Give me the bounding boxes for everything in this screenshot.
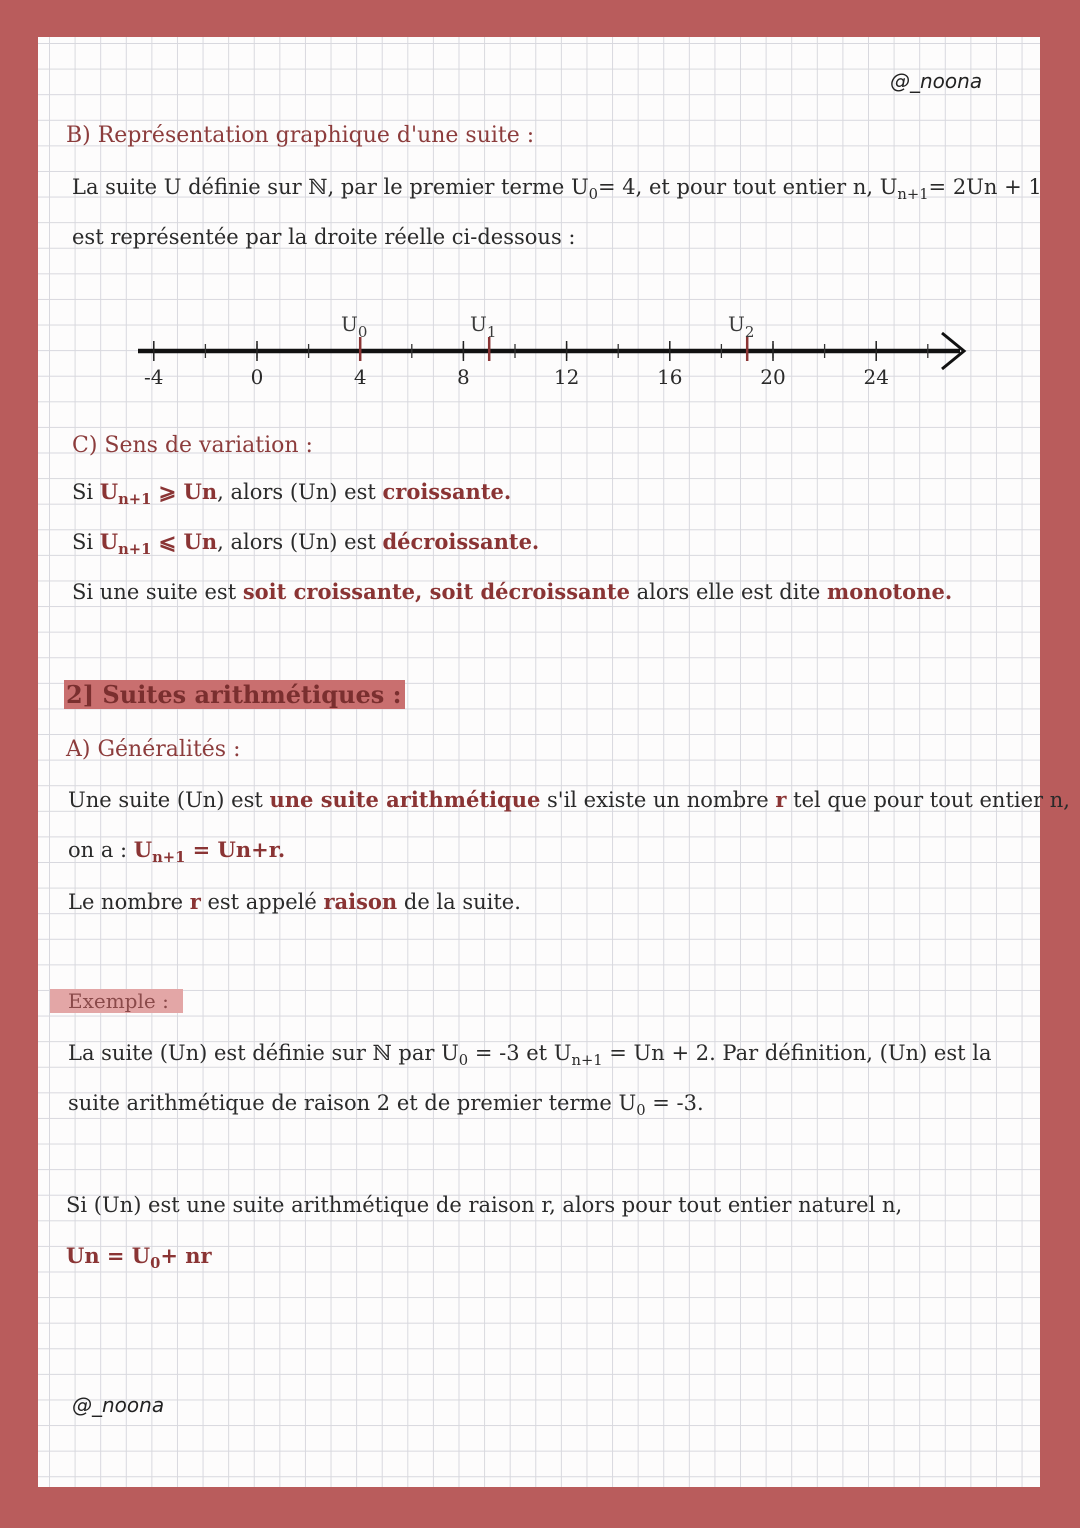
text: U: [99, 529, 119, 554]
text: = 2Un + 1: [928, 175, 1042, 199]
section-b-line1: [72, 175, 1042, 204]
definition-line2: [68, 837, 286, 867]
subscript: n+1: [118, 541, 152, 559]
term-label: $U_0$: [340, 312, 368, 341]
croissante-rule: [72, 479, 512, 509]
section-b-line2: est représentée par la droite réelle ci-dessous :: [72, 225, 576, 249]
term-marks: [341, 312, 754, 361]
section-b-title: B) Représentation graphique d'une suite :: [66, 123, 535, 148]
example-line1: [68, 1041, 992, 1070]
text: = -3.: [645, 1091, 704, 1115]
text: Une suite (Un) est: [68, 788, 270, 812]
tick-label: 12: [553, 365, 580, 389]
text: La suite U définie sur ℕ, par le premier terme U: [72, 175, 589, 199]
monotone-rule: [72, 579, 952, 604]
text: raison: [323, 889, 398, 914]
text: tel que pour tout entier n,: [786, 788, 1070, 812]
subscript: n+1: [897, 186, 929, 204]
major-ticks: [144, 341, 889, 389]
text: on a :: [68, 838, 134, 862]
text: = Un + 2. Par définition, (Un) est la: [602, 1041, 992, 1065]
text: = Un+r.: [185, 837, 286, 862]
text: U: [99, 479, 119, 504]
tick-label: 20: [760, 365, 786, 389]
tick-label: 8: [457, 365, 470, 389]
text: monotone.: [826, 579, 953, 604]
text: + nr: [160, 1243, 212, 1268]
signature-bottom: @_noona: [72, 1393, 165, 1417]
explicit-formula: [66, 1243, 212, 1273]
text: Un = U: [66, 1243, 151, 1268]
subscript: 0: [150, 1255, 161, 1273]
term-label: $U_1$: [469, 312, 497, 341]
definition-line3: [68, 889, 521, 914]
text: r: [775, 787, 787, 812]
text: croissante.: [382, 479, 512, 504]
subscript: n+1: [152, 849, 186, 867]
text: U: [133, 837, 153, 862]
definition-line1: [68, 787, 1070, 812]
signature-top: @_noona: [890, 69, 983, 93]
example-label: [50, 989, 183, 1013]
title-highlight: 2] Suites arithmétiques :: [64, 680, 405, 709]
text: de la suite.: [397, 890, 521, 914]
subscript: 0: [458, 1052, 469, 1070]
text: Le nombre: [68, 890, 190, 914]
section-c-title: C) Sens de variation :: [72, 433, 313, 458]
text: , alors (Un) est: [217, 530, 383, 554]
formula-intro: Si (Un) est une suite arithmétique de raison r, alors pour tout entier naturel n,: [66, 1193, 903, 1217]
subscript: n+1: [118, 491, 152, 509]
subscript: n+1: [571, 1052, 603, 1070]
subscript: 0: [588, 186, 599, 204]
text: s'il existe un nombre: [540, 788, 776, 812]
text: ⩽ Un: [151, 529, 218, 554]
notebook-page: [38, 37, 1070, 1487]
subscript: 0: [636, 1102, 646, 1120]
text: Si: [72, 530, 100, 554]
text: Si une suite est: [72, 580, 243, 604]
example-line2: [68, 1091, 704, 1120]
tick-label: 24: [863, 365, 889, 389]
section-2-subtitle: A) Généralités :: [66, 737, 241, 762]
text: décroissante.: [382, 529, 540, 554]
tick-label: 16: [657, 365, 683, 389]
example-highlight: Exemple :: [50, 989, 183, 1013]
tick-label: -4: [144, 365, 164, 389]
text: , alors (Un) est: [217, 480, 383, 504]
decroissante-rule: [72, 529, 540, 559]
number-line: [38, 287, 1040, 397]
text: = 4, et pour tout entier n, U: [598, 175, 898, 199]
text: alors elle est dite: [629, 580, 827, 604]
text: r: [189, 889, 201, 914]
text: La suite (Un) est définie sur ℕ par U: [68, 1041, 459, 1065]
text: une suite arithmétique: [269, 787, 541, 812]
text: soit croissante, soit décroissante: [242, 579, 630, 604]
tick-label: 0: [250, 365, 264, 389]
section-2-title: [64, 680, 405, 709]
text: est appelé: [200, 890, 324, 914]
term-label: $U_2$: [727, 312, 755, 341]
text: = -3 et U: [468, 1041, 572, 1065]
tick-label: 4: [353, 365, 367, 389]
text: Si: [72, 480, 100, 504]
text: suite arithmétique de raison 2 et de premier terme U: [68, 1091, 637, 1115]
text: ⩾ Un: [151, 479, 218, 504]
